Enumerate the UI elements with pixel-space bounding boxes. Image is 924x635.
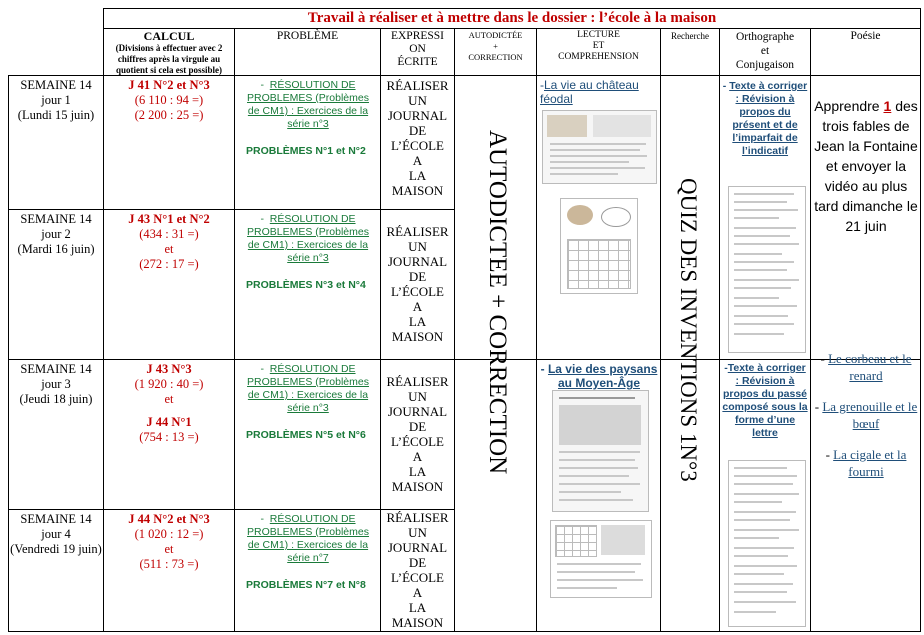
calc-line: (511 : 73 =) xyxy=(139,557,199,571)
prob-numbers: PROBLÈMES N°7 et N°8 xyxy=(246,579,366,591)
prob-cell-4 xyxy=(240,513,376,592)
header-ortho-1: Orthographe xyxy=(735,31,795,43)
calc-line: (272 : 17 =) xyxy=(139,257,199,271)
ortho-dash: - xyxy=(722,80,727,92)
thumbnail-chateau-grid xyxy=(560,198,638,294)
lecture-dash: - xyxy=(540,362,545,376)
table-title-divider xyxy=(103,28,921,29)
header-lecture-2: ET xyxy=(592,41,605,51)
lecture-item-1 xyxy=(540,78,658,106)
ortho-dash: - xyxy=(724,362,728,374)
day-cell-1 xyxy=(9,78,103,123)
expression-word: UN xyxy=(408,525,427,540)
expression-word: LA xyxy=(408,464,427,479)
poesie-instructions xyxy=(814,96,918,236)
expression-word: A xyxy=(412,299,423,314)
expression-word: A xyxy=(412,449,423,464)
expression-cell-2 xyxy=(381,224,454,344)
expression-word: DE xyxy=(408,269,427,284)
calc-cell-2 xyxy=(104,212,234,272)
calc-cell-1 xyxy=(104,78,234,123)
header-calcul-note: (Divisions à effectuer avec 2 chiffres après la virgule au quotient si cela est possible) xyxy=(115,43,223,75)
col-divider-2 xyxy=(234,28,235,632)
thumbnail-ortho-1 xyxy=(728,186,806,353)
expression-word: JOURNAL xyxy=(387,540,448,555)
fable-dash: - xyxy=(825,447,830,462)
fable-link-corbeau[interactable]: Le corbeau et le renard xyxy=(828,351,912,383)
day-date: (Mardi 16 juin) xyxy=(17,242,95,256)
header-autodictee xyxy=(455,30,536,63)
expression-word: RÉALISER xyxy=(386,78,449,93)
table-border-bottom xyxy=(8,631,921,632)
day-cell-4 xyxy=(9,512,103,557)
expression-word: LA xyxy=(408,600,427,615)
calc-line: (754 : 13 =) xyxy=(139,430,199,444)
expression-cell-4 xyxy=(381,510,454,630)
prob-numbers: PROBLÈMES N°1 et N°2 xyxy=(246,145,366,157)
fable-dash: - xyxy=(814,399,820,414)
calc-title: J 43 N°3 xyxy=(146,362,192,376)
expression-word: JOURNAL xyxy=(387,108,448,123)
calc-line: (6 110 : 94 =) xyxy=(134,93,204,107)
expression-word: MAISON xyxy=(391,479,444,494)
ortho-item-1 xyxy=(722,80,808,158)
day-date: (Lundi 15 juin) xyxy=(17,108,95,122)
header-lecture-3: COMPREHENSION xyxy=(558,52,639,62)
autodictee-vertical-text: AUTODICTEE + CORRECTION xyxy=(484,130,511,475)
poesie-line2: des trois fables de Jean la Fontaine et envoyer la vidéo au plus tard dimanche le 21 juin xyxy=(814,98,918,234)
calc-line: (434 : 31 =) xyxy=(139,227,199,241)
expression-word: DE xyxy=(408,555,427,570)
calc-line: et xyxy=(164,542,174,556)
expression-word: UN xyxy=(408,93,427,108)
fable-link-grenouille[interactable]: La grenouille et le bœuf xyxy=(822,399,918,431)
ortho-link-passe-compose[interactable]: Texte à corriger : Révision à propos du passé composé sous la forme d’une lettre xyxy=(722,362,808,439)
header-expression-3: ÉCRITE xyxy=(397,56,438,68)
calc-line: et xyxy=(164,392,174,406)
header-calcul xyxy=(104,30,234,76)
thumbnail-paysans-page xyxy=(552,390,649,512)
col-divider-4 xyxy=(454,28,455,632)
lecture-link-paysans[interactable]: La vie des paysans au Moyen-Âge xyxy=(547,362,658,390)
expression-word: RÉALISER xyxy=(386,374,449,389)
header-autodictee-3: CORRECTION xyxy=(468,52,523,62)
quiz-vertical-text: QUIZ DES INVENTIONS 1N°3 xyxy=(676,178,701,482)
day-date: (Vendredi 19 juin) xyxy=(10,542,102,556)
page-title: Travail à réaliser et à mettre dans le dossier : l’école à la maison xyxy=(307,10,717,26)
day-week: SEMAINE 14 xyxy=(20,78,92,92)
calc-cell-3 xyxy=(104,362,234,445)
calc-title: J 44 N°2 et N°3 xyxy=(128,512,210,526)
day-week: SEMAINE 14 xyxy=(20,512,92,526)
prob-link[interactable]: RÉSOLUTION DE PROBLEMES (Problèmes de CM1) : Exercices de la série n°3 xyxy=(247,363,369,414)
expression-word: L’ÉCOLE xyxy=(391,284,444,299)
header-lecture xyxy=(537,30,660,63)
header-ortho xyxy=(720,30,810,72)
col-divider-5 xyxy=(536,28,537,632)
day-number: jour 2 xyxy=(41,227,71,241)
table-border-top xyxy=(103,8,921,9)
fable-dash: - xyxy=(820,351,825,366)
calc-title-2: J 44 N°1 xyxy=(146,415,192,429)
calc-title: J 43 N°1 et N°2 xyxy=(128,212,210,226)
header-calcul-title: CALCUL xyxy=(143,29,195,43)
calc-line: (1 020 : 12 =) xyxy=(134,527,204,541)
day-number: jour 4 xyxy=(41,527,71,541)
col-divider-8 xyxy=(810,28,811,632)
fables-list xyxy=(814,350,918,480)
prob-numbers: PROBLÈMES N°5 et N°6 xyxy=(246,429,366,441)
header-probleme: PROBLÈME xyxy=(276,30,339,42)
ortho-link-present[interactable]: Texte à corriger : Révision à propos du présent et de l’imparfait de l’indicatif xyxy=(729,80,808,157)
lecture-dash: - xyxy=(540,78,544,92)
poesie-line1: Apprendre xyxy=(814,98,880,114)
header-lecture-1: LECTURE xyxy=(577,30,620,40)
prob-cell-1 xyxy=(240,79,376,158)
expression-word: DE xyxy=(408,123,427,138)
prob-link[interactable]: RÉSOLUTION DE PROBLEMES (Problèmes de CM1) : Exercices de la série n°3 xyxy=(247,79,369,130)
col-divider-7 xyxy=(719,28,720,632)
expression-word: RÉALISER xyxy=(386,510,449,525)
col-border-right xyxy=(920,8,921,632)
expression-cell-1 xyxy=(381,78,454,198)
calc-title: J 41 N°2 et N°3 xyxy=(128,78,210,92)
expression-word: A xyxy=(412,153,423,168)
day-cell-3 xyxy=(9,362,103,407)
fable-item xyxy=(814,446,918,480)
header-expression-2: ON xyxy=(409,43,426,55)
day-week: SEMAINE 14 xyxy=(20,212,92,226)
header-expression xyxy=(381,30,454,69)
header-poesie: Poésie xyxy=(850,30,881,42)
prob-link[interactable]: RÉSOLUTION DE PROBLEMES (Problèmes de CM1) : Exercices de la série n°3 xyxy=(247,213,369,264)
fable-link-cigale[interactable]: La cigale et la fourmi xyxy=(833,447,907,479)
day-week: SEMAINE 14 xyxy=(20,362,92,376)
day-number: jour 1 xyxy=(41,93,71,107)
header-recherche: Recherche xyxy=(671,31,709,41)
prob-cell-2 xyxy=(240,213,376,292)
expression-word: DE xyxy=(408,419,427,434)
prob-link[interactable]: RÉSOLUTION DE PROBLEMES (Problèmes de CM1) : Exercices de la série n°7 xyxy=(247,513,369,564)
header-expression-1: EXPRESSI xyxy=(390,30,445,42)
calc-line: (2 200 : 25 =) xyxy=(134,108,204,122)
expression-word: UN xyxy=(408,239,427,254)
lecture-item-2 xyxy=(540,362,658,390)
expression-word: JOURNAL xyxy=(387,404,448,419)
col-divider-6 xyxy=(660,28,661,632)
day-number: jour 3 xyxy=(41,377,71,391)
calc-line: et xyxy=(164,242,174,256)
expression-word: RÉALISER xyxy=(386,224,449,239)
calc-line: (1 920 : 40 =) xyxy=(134,377,204,391)
thumbnail-ortho-2 xyxy=(728,460,806,627)
prob-numbers: PROBLÈMES N°3 et N°4 xyxy=(246,279,366,291)
fable-item xyxy=(814,398,918,432)
prob-dash: - xyxy=(260,213,264,225)
expression-cell-3 xyxy=(381,374,454,494)
prob-cell-3 xyxy=(240,363,376,442)
lecture-link-chateau[interactable]: La vie au château féodal xyxy=(540,78,639,106)
prob-dash: - xyxy=(260,513,264,525)
expression-word: UN xyxy=(408,389,427,404)
day-cell-2 xyxy=(9,212,103,257)
expression-word: MAISON xyxy=(391,183,444,198)
ortho-item-2 xyxy=(722,362,808,440)
row-divider-2 xyxy=(8,359,921,360)
poesie-number: 1 xyxy=(883,98,892,114)
header-autodictee-1: AUTODICTÉE xyxy=(468,30,523,40)
expression-word: JOURNAL xyxy=(387,254,448,269)
expression-word: L’ÉCOLE xyxy=(391,434,444,449)
expression-word: MAISON xyxy=(391,615,444,630)
expression-word: MAISON xyxy=(391,329,444,344)
header-autodictee-2: + xyxy=(493,41,498,51)
expression-word: L’ÉCOLE xyxy=(391,138,444,153)
expression-word: LA xyxy=(408,168,427,183)
thumbnail-paysans-exercise xyxy=(550,520,652,598)
calc-cell-4 xyxy=(104,512,234,572)
header-ortho-3: Conjugaison xyxy=(735,59,795,71)
expression-word: A xyxy=(412,585,423,600)
expression-word: L’ÉCOLE xyxy=(391,570,444,585)
fable-item xyxy=(814,350,918,384)
thumbnail-chateau-page xyxy=(542,110,657,184)
expression-word: LA xyxy=(408,314,427,329)
header-ortho-2: et xyxy=(760,45,770,57)
prob-dash: - xyxy=(260,363,264,375)
day-date: (Jeudi 18 juin) xyxy=(19,392,93,406)
row-divider-1 xyxy=(8,209,454,210)
prob-dash: - xyxy=(260,79,264,91)
